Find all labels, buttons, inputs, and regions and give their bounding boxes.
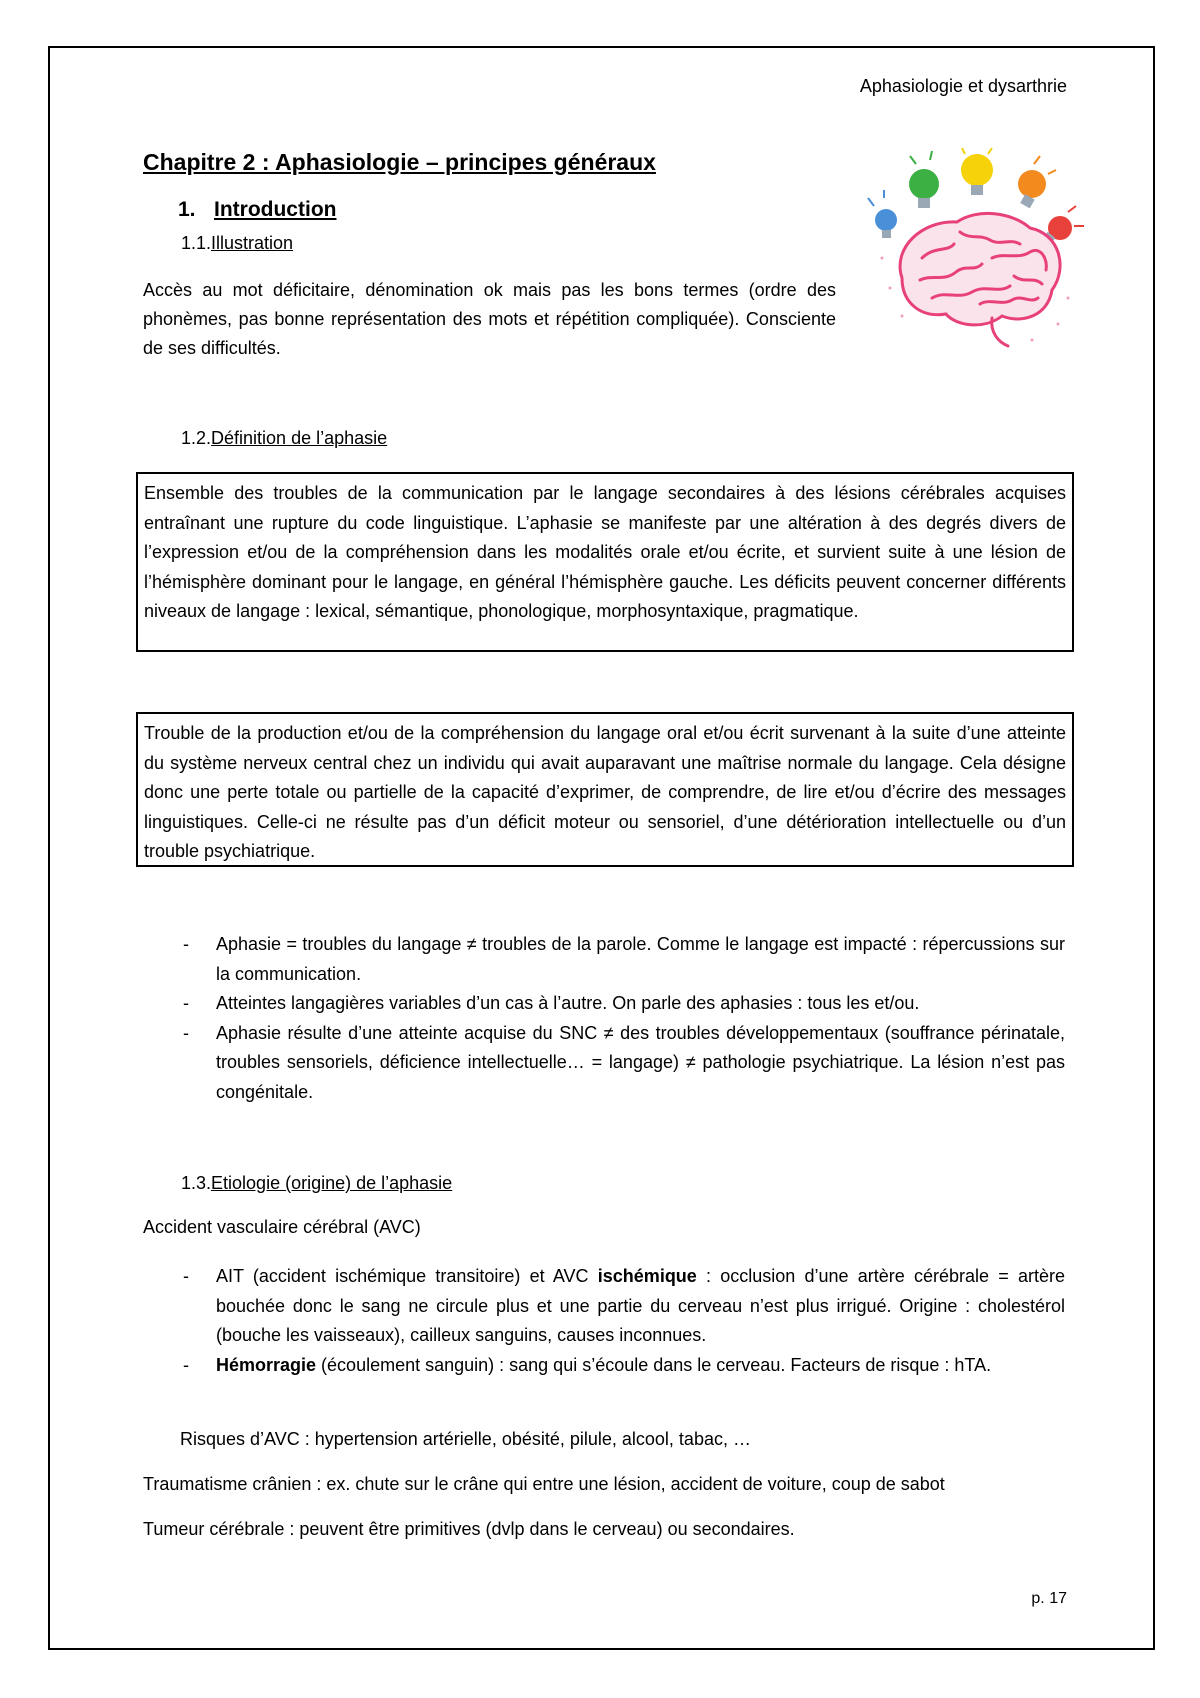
list-item-strong: ischémique [597,1266,697,1286]
section-number: 1. [178,198,196,221]
bullet-dash: - [183,934,189,954]
brain-shape [900,213,1060,346]
list-item-text: Aphasie résulte d’une atteinte acquise du SNC ≠ des troubles développementaux (souffrance périnatale, troubles sensoriels, déficience intellectuelle… = langage) ≠ pathologie psychiatrique. La lésion n’est pas congénitale. [216,1022,1065,1102]
lightbulb-blue-icon [868,190,897,238]
page-number: p. 17 [1031,1590,1067,1607]
subsection-number: 1.1. [181,233,212,253]
lightbulb-orange-icon [1018,156,1056,208]
bullet-dash: - [183,993,189,1013]
lightbulb-green-icon [909,151,939,208]
bullet-dash: - [183,1022,189,1043]
list-item-text: Aphasie = troubles du langage ≠ troubles de la parole. Comme le langage est impacté : répercussions sur la communication. [216,934,1065,984]
illustration-paragraph: Accès au mot déficitaire, dénomination ok mais pas les bons termes (ordre des phonèmes, pas bonne représentation des mots et répétition compliquée). Consciente de ses difficultés. [143,280,836,358]
avc-heading: Accident vasculaire cérébral (AVC) [143,1217,421,1237]
bullet-dash: - [183,1266,189,1286]
list-item [143,1019,1065,1108]
subsection-title: Définition de l’aphasie [211,428,388,448]
subsection-heading-definition [181,428,387,449]
section-heading-introduction [178,198,336,222]
chapter-title: Chapitre 2 : Aphasiologie – principes généraux [143,149,656,175]
list-item [143,930,1065,989]
avc-risks: Risques d’AVC : hypertension artérielle, obésité, pilule, alcool, tabac, … [180,1429,751,1449]
list-item-text-post: : occlusion d’une artère cérébrale = artère bouchée donc le sang ne circule plus et une partie du cerveau n’est plus irrigué. Origine : cholestérol (bouche les vaisseaux), cailleux sanguins, causes inconnues. [216,1266,1066,1345]
definition-box-1: Ensemble des troubles de la communication par le langage secondaires à des lésions cérébrales acquises entraînant une rupture du code linguistique. L’aphasie se manifeste par une altération à des degrés divers de l’expression et/ou de la compréhension dans les modalités orale et/ou écrite, et survient suite à une lésion de l’hémisphère dominant pour le langage, en général l’hémisphère gauche. Les déficits peuvent concerner différents niveaux de langage : lexical, sémantique, phonologique, morphosyntaxique, pragmatique. [136,472,1074,652]
subsection-number: 1.3. [181,1173,212,1193]
list-item [143,1262,1065,1351]
list-item-text-post: (écoulement sanguin) : sang qui s’écoule dans le cerveau. Facteurs de risque : hTA. [316,1354,992,1375]
subsection-heading-etiology [181,1173,452,1194]
subsection-heading-illustration [181,233,293,254]
lightbulb-yellow-icon [961,148,993,195]
definition-box-2: Trouble de la production et/ou de la compréhension du langage oral et/ou écrit survenant à la suite d’une atteinte du système nerveux central chez un individu qui avait auparavant une maîtrise normale du langage. Cela désigne donc une perte totale ou partielle de la capacité d’exprimer, de comprendre, de lire et/ou d’écrire des messages linguistiques. Celle-ci ne résulte pas d’un déficit moteur ou sensoriel, d’une détérioration intellectuelle ou d’un trouble psychiatrique. [136,712,1074,867]
list-item [143,989,1065,1019]
subsection-title: Etiologie (origine) de l’aphasie [211,1173,453,1193]
subsection-number: 1.2. [181,428,212,448]
list-item-strong: Hémorragie [216,1354,317,1375]
section-title: Introduction [214,198,337,221]
list-item-text-pre: AIT (accident ischémique transitoire) et AVC [216,1266,598,1286]
notes-bullet-list [143,930,1065,1107]
brain-lightbulbs-icon [862,148,1088,358]
list-item [143,1351,1065,1381]
running-header: Aphasiologie et dysarthrie [859,76,1067,96]
avc-bullet-list [143,1262,1065,1380]
trauma-line: Traumatisme crânien : ex. chute sur le crâne qui entre une lésion, accident de voiture, coup de sabot [143,1474,945,1494]
bullet-dash: - [183,1354,189,1375]
tumor-line: Tumeur cérébrale : peuvent être primitives (dvlp dans le cerveau) ou secondaires. [143,1519,795,1539]
list-item-text: Atteintes langagières variables d’un cas à l’autre. On parle des aphasies : tous les et/ou. [216,993,920,1013]
subsection-title: Illustration [211,233,294,253]
